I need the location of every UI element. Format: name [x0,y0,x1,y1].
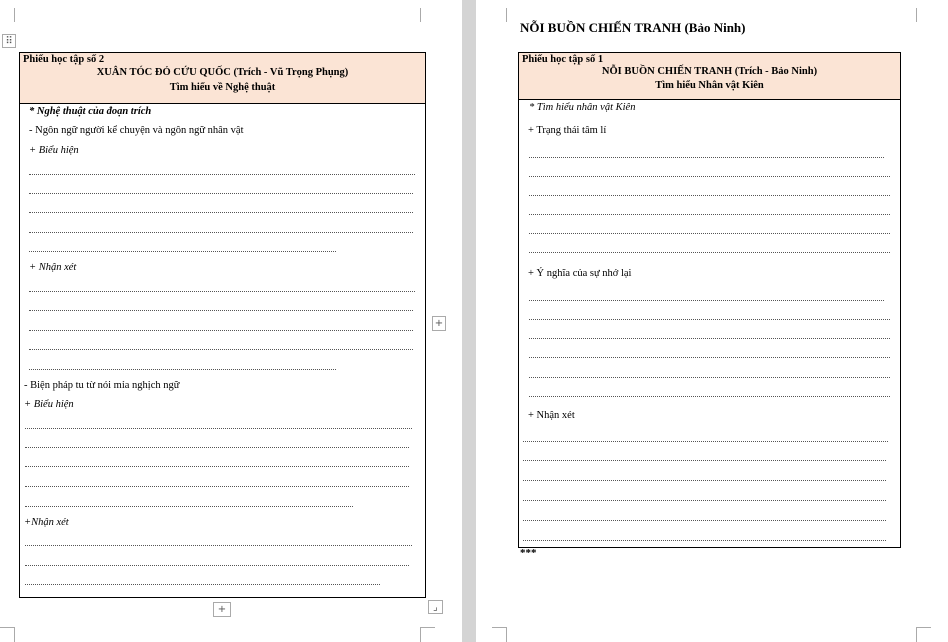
resize-handle-icon[interactable]: ⌟ [428,600,443,614]
crop-mark [420,8,435,22]
worksheet-label: Phiếu học tập số 1 [522,54,604,65]
answer-line[interactable] [25,506,353,507]
answer-line[interactable] [25,565,409,566]
add-row-button[interactable]: + [213,602,231,617]
answer-line[interactable] [523,460,886,461]
worksheet-subheading: Tìm hiểu Nhân vật Kiên [655,80,764,91]
table-move-handle-icon[interactable]: ⠿ [2,34,16,48]
worksheet-heading: NỖI BUỒN CHIẾN TRANH (Trích - Bảo Ninh) [601,66,818,77]
answer-line[interactable] [523,540,886,541]
answer-line[interactable] [529,300,884,301]
page-title: NỖI BUỒN CHIẾN TRANH (Bảo Ninh) [520,20,746,35]
list-item: + Nhận xét [528,410,575,421]
answer-line[interactable] [25,545,412,546]
list-item: + Nhận xét [29,262,77,273]
answer-line[interactable] [529,214,890,215]
answer-line[interactable] [29,212,413,213]
answer-line[interactable] [529,233,890,234]
answer-line[interactable] [523,520,886,521]
answer-line[interactable] [529,338,890,339]
answer-line[interactable] [29,310,413,311]
answer-line[interactable] [25,584,380,585]
answer-line[interactable] [25,428,412,429]
section-divider: *** [520,547,537,559]
crop-mark [0,627,15,642]
crop-mark [916,627,931,642]
section-heading: * Tìm hiểu nhân vật Kiên [529,102,636,113]
worksheet-label: Phiếu học tập số 2 [23,54,105,65]
answer-line[interactable] [523,500,886,501]
crop-mark [916,8,931,22]
crop-mark [492,627,507,642]
answer-line[interactable] [523,480,886,481]
list-item: +Nhận xét [24,517,69,528]
list-item: - Ngôn ngữ người kể chuyện và ngôn ngữ nhân vật [29,125,244,136]
worksheet-header [519,53,900,100]
list-item: + Biểu hiện [24,399,74,410]
answer-line[interactable] [529,176,890,177]
answer-line[interactable] [25,447,409,448]
answer-line[interactable] [523,441,888,442]
worksheet-header [20,53,425,104]
page-gutter [462,0,476,642]
answer-line[interactable] [529,396,890,397]
answer-line[interactable] [29,291,415,292]
crop-mark [420,627,435,642]
answer-line[interactable] [529,252,890,253]
answer-line[interactable] [529,377,890,378]
answer-line[interactable] [29,174,415,175]
answer-line[interactable] [29,251,336,252]
answer-line[interactable] [529,157,884,158]
list-item: + Trạng thái tâm lí [528,125,607,136]
add-column-button[interactable]: + [432,316,446,331]
list-item: - Biện pháp tu từ nói mỉa nghịch ngữ [24,380,180,391]
answer-line[interactable] [529,319,890,320]
crop-mark [492,8,507,22]
answer-line[interactable] [29,330,413,331]
left-page [0,0,462,642]
worksheet-2-table[interactable] [19,52,426,598]
worksheet-1-table[interactable] [518,52,901,548]
answer-line[interactable] [25,466,409,467]
crop-mark [0,8,15,22]
worksheet-heading: XUÂN TÓC ĐỎ CỨU QUỐC (Trích - Vũ Trọng Phụng) [96,67,349,78]
answer-line[interactable] [25,486,409,487]
answer-line[interactable] [29,369,336,370]
answer-line[interactable] [529,195,890,196]
answer-line[interactable] [29,349,413,350]
worksheet-subheading: Tìm hiểu về Nghệ thuật [169,82,276,93]
answer-line[interactable] [529,357,890,358]
answer-line[interactable] [29,193,413,194]
answer-line[interactable] [29,232,413,233]
list-item: + Biểu hiện [29,145,79,156]
list-item: + Ý nghĩa của sự nhớ lại [528,268,632,279]
section-heading: * Nghệ thuật của đoạn trích [29,106,152,117]
